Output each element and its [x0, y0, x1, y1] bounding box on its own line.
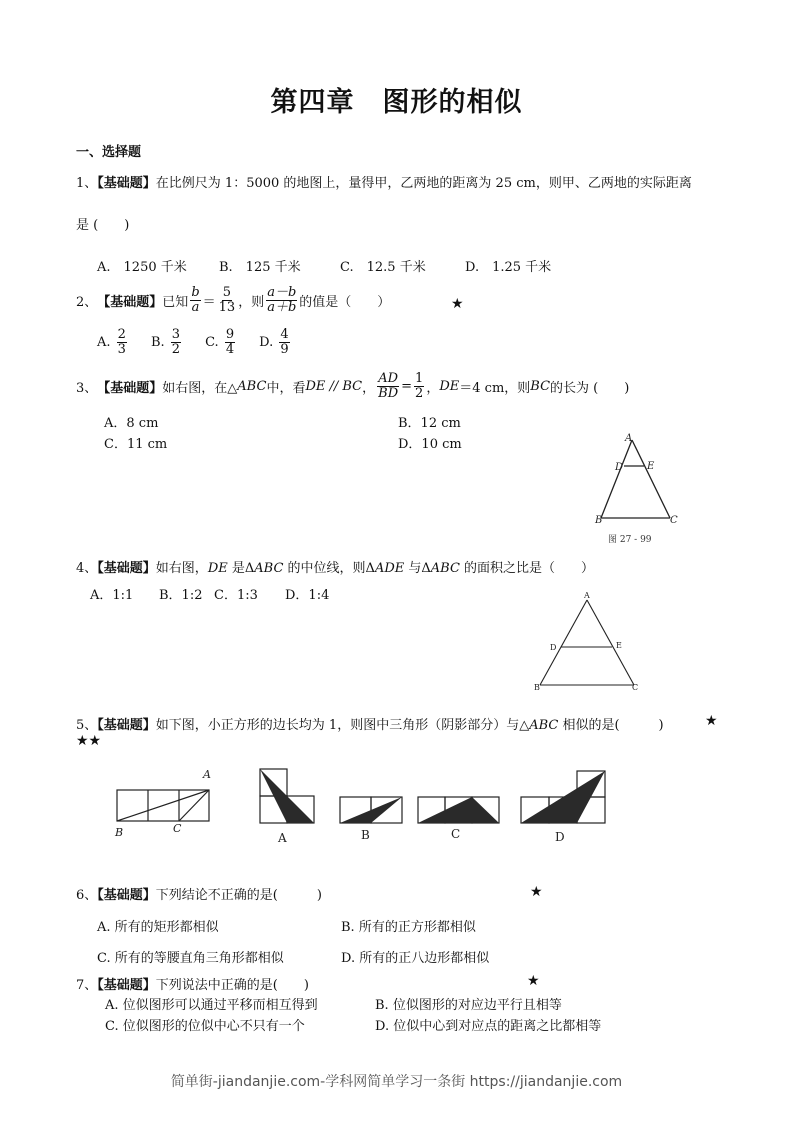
option-d: D. 位似中心到对应点的距离之比都相等	[375, 1019, 602, 1034]
svg-text:E: E	[616, 641, 622, 650]
equals-sign: ＝	[202, 294, 216, 310]
question-number: 3、	[76, 380, 98, 396]
option-a: A．8 cm	[104, 416, 159, 431]
svg-text:B: B	[115, 826, 124, 839]
fraction-expression: $\frac{a-b}{a+b}$	[267, 285, 297, 315]
svg-text:C: C	[451, 827, 461, 841]
option-c: C. 12.5 千米	[340, 260, 426, 275]
option-c: C. $\frac{9}{4}$	[205, 327, 235, 357]
option-c: C．11 cm	[104, 437, 168, 452]
question-tag: 【基础题】	[97, 176, 156, 191]
question-text: 已知	[162, 294, 189, 310]
fraction-1-over-2: $\frac{1}{2}$	[415, 371, 424, 401]
fraction-b-over-a: $\frac{b}{a}$	[191, 285, 200, 315]
option-a: A．1:1	[90, 588, 134, 603]
question-tag: 【基础题】	[97, 294, 163, 310]
question-7: 7、【基础题】下列说法中正确的是( )	[76, 978, 309, 993]
option-b: B. $\frac{3}{2}$	[150, 327, 181, 357]
triangle-figure-27-99	[590, 430, 690, 550]
question-6: 6、【基础题】下列结论不正确的是( )	[76, 888, 322, 903]
difficulty-star: ★	[705, 713, 718, 729]
svg-text:A: A	[625, 433, 633, 444]
option-d: D. 1.25 千米	[465, 260, 552, 275]
page-title: 第四章 图形的相似	[270, 87, 523, 118]
question-2-options	[97, 328, 292, 356]
option-c: C．1:3	[214, 588, 258, 603]
option-b: B. 125 千米	[219, 260, 301, 275]
svg-text:A: A	[278, 831, 287, 845]
svg-text:D: D	[555, 830, 565, 844]
difficulty-star: ★	[451, 296, 464, 312]
option-b: B．1:2	[159, 588, 203, 603]
svg-text:B: B	[361, 828, 370, 842]
difficulty-star: ★	[527, 973, 540, 989]
svg-text:A: A	[203, 768, 211, 781]
question-number: 1、	[76, 176, 98, 191]
svg-text:B: B	[595, 515, 603, 526]
figure-caption: 图 27 - 99	[608, 535, 652, 545]
option-d: D．10 cm	[398, 437, 462, 452]
question-1	[76, 172, 692, 191]
difficulty-star: ★	[530, 884, 543, 900]
question-text: 在比例尺为 1：5000 的地图上，量得甲，乙两地的距离为 25 cm，则甲、乙两地的实际距离	[155, 176, 692, 191]
option-b: B. 所有的正方形都相似	[341, 920, 476, 935]
option-c: C. 位似图形的位似中心不只有一个	[105, 1019, 305, 1034]
similar-triangles-figure	[105, 762, 615, 852]
svg-text:A: A	[584, 591, 590, 600]
question-5: 5、【基础题】如下图，小正方形的边长均为 1，则图中三角形（阴影部分）与△ABC 相似的是( )	[76, 718, 664, 733]
svg-text:E: E	[647, 461, 655, 472]
question-tag: 【基础题】	[97, 380, 163, 396]
option-d: D. $\frac{4}{9}$	[259, 327, 289, 357]
section-heading: 一、选择题	[76, 145, 142, 160]
option-a: A. $\frac{2}{3}$	[97, 327, 126, 357]
difficulty-stars: ★★	[76, 733, 102, 749]
question-3: 3、 【基础题】 如右图，在△ ABC 中，看 DE // BC ， $\frac{AD}{BD}$ = $\frac{1}{2}$ ， DE ＝4 cm，则 BC 的长为 ( )	[76, 371, 630, 401]
option-c: C. 所有的等腰直角三角形都相似	[97, 951, 284, 966]
fraction-5-over-13: $\frac{5}{13}$	[218, 285, 236, 315]
option-b: B．12 cm	[398, 416, 461, 431]
svg-text:C: C	[173, 822, 182, 835]
svg-text:D: D	[615, 462, 624, 473]
svg-text:D: D	[550, 643, 557, 652]
question-4: 4、【基础题】如右图，DE 是ΔABC 的中位线，则ΔADE 与ΔABC 的面积之比是（ ）	[76, 561, 595, 576]
abc-grid	[117, 790, 209, 821]
option-b: B. 位似图形的对应边平行且相等	[375, 998, 562, 1013]
question-2	[76, 286, 390, 314]
footer-watermark: 简单街-jiandanjie.com-学科网简单学习一条街 https://jiandanjie.com	[170, 1074, 623, 1090]
svg-text:B: B	[534, 683, 540, 692]
svg-text:C: C	[632, 683, 639, 692]
option-a: A. 所有的矩形都相似	[97, 920, 219, 935]
option-a: A. 位似图形可以通过平移而相互得到	[105, 998, 318, 1013]
question-text: 的值是（ ）	[299, 294, 391, 310]
midline-triangle-figure	[528, 590, 648, 695]
question-1-continuation: 是 ( )	[76, 218, 130, 233]
option-d: D．1:4	[285, 588, 330, 603]
fraction-ad-over-bd: $\frac{AD}{BD}$	[378, 371, 399, 401]
option-a: A. 1250 千米	[97, 260, 187, 275]
question-text: ，则	[238, 294, 265, 310]
svg-text:C: C	[670, 515, 678, 526]
question-number: 2、	[76, 294, 98, 310]
option-d: D. 所有的正八边形都相似	[341, 951, 490, 966]
